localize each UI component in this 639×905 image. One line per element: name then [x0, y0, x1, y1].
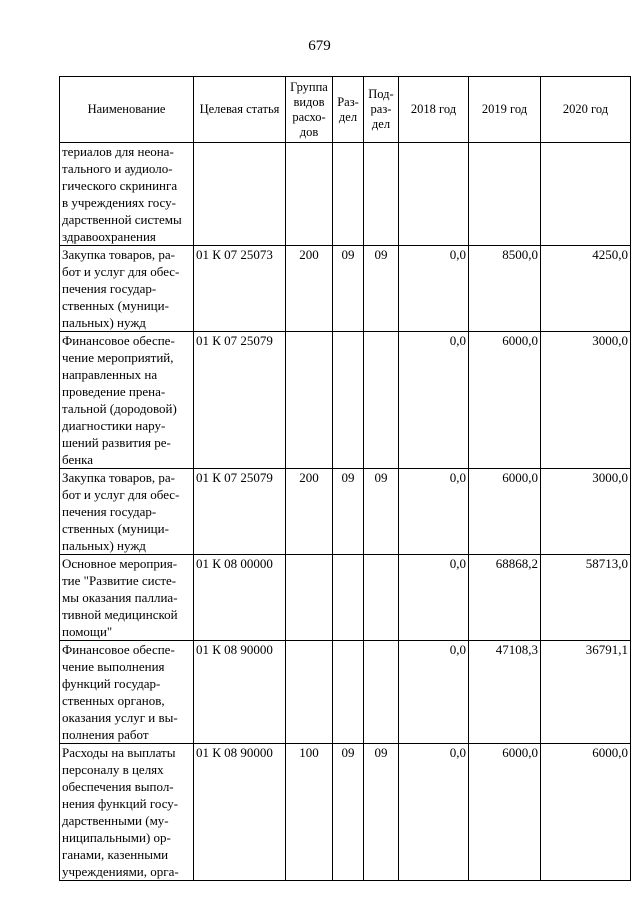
cell-2020: 3000,0: [541, 469, 631, 555]
cell-group: 200: [286, 469, 333, 555]
header-subsection: Под-раз-дел: [364, 77, 399, 143]
header-article: Целевая статья: [194, 77, 286, 143]
cell-group: [286, 555, 333, 641]
cell-group: 200: [286, 246, 333, 332]
page-number: 679: [308, 38, 331, 54]
cell-subsection: [364, 555, 399, 641]
cell-2020: 58713,0: [541, 555, 631, 641]
table-row: [60, 332, 631, 469]
cell-2020: [541, 143, 631, 246]
cell-2018: [399, 143, 469, 246]
cell-2018: 0,0: [399, 555, 469, 641]
cell-group: [286, 143, 333, 246]
header-section: Раз-дел: [333, 77, 364, 143]
table-row: [60, 641, 631, 744]
cell-2018: 0,0: [399, 469, 469, 555]
cell-subsection: [364, 641, 399, 744]
cell-section: [333, 332, 364, 469]
cell-article: 01 К 07 25079: [194, 469, 286, 555]
cell-article: 01 К 07 25079: [194, 332, 286, 469]
header-2018: 2018 год: [399, 77, 469, 143]
header-row: [60, 77, 631, 143]
cell-name: Закупка товаров, ра- бот и услуг для обес- печения государ- ственных (муници- пальных) нужд: [60, 469, 194, 555]
table-row: [60, 246, 631, 332]
cell-name: Финансовое обеспе- чение мероприятий, направленных на проведение прена- тальной (дородовой) диагностики нару- шений развития ре- бенка: [60, 332, 194, 469]
cell-group: [286, 332, 333, 469]
cell-subsection: [364, 332, 399, 469]
cell-subsection: [364, 143, 399, 246]
cell-section: 09: [333, 469, 364, 555]
cell-section: 09: [333, 744, 364, 881]
cell-article: [194, 143, 286, 246]
cell-2019: 6000,0: [469, 744, 541, 881]
cell-2019: [469, 143, 541, 246]
cell-2018: 0,0: [399, 641, 469, 744]
cell-name: Расходы на выплаты персоналу в целях обеспечения выпол- нения функций госу- дарственными (му- ниципальными) ор- ганами, казенными учреждениями, орга-: [60, 744, 194, 881]
cell-2019: 6000,0: [469, 332, 541, 469]
cell-subsection: 09: [364, 469, 399, 555]
cell-2018: 0,0: [399, 246, 469, 332]
cell-2018: 0,0: [399, 744, 469, 881]
cell-article: 01 К 07 25073: [194, 246, 286, 332]
cell-name: Закупка товаров, ра- бот и услуг для обес- печения государ- ственных (муници- пальных) нужд: [60, 246, 194, 332]
cell-2018: 0,0: [399, 332, 469, 469]
cell-section: [333, 143, 364, 246]
cell-section: 09: [333, 246, 364, 332]
cell-group: [286, 641, 333, 744]
table-row: [60, 744, 631, 881]
cell-subsection: 09: [364, 246, 399, 332]
cell-2019: 47108,3: [469, 641, 541, 744]
header-2020: 2020 год: [541, 77, 631, 143]
cell-name: териалов для неона- тального и аудиоло- гического скрининга в учреждениях госу- дарственной системы здравоохранения: [60, 143, 194, 246]
cell-article: 01 К 08 90000: [194, 641, 286, 744]
cell-name: Основное мероприя- тие "Развитие систе- мы оказания паллиа- тивной медицинской помощи": [60, 555, 194, 641]
header-2019: 2019 год: [469, 77, 541, 143]
cell-section: [333, 555, 364, 641]
cell-subsection: 09: [364, 744, 399, 881]
table-row: [60, 469, 631, 555]
cell-group: 100: [286, 744, 333, 881]
cell-article: 01 К 08 90000: [194, 744, 286, 881]
cell-2019: 6000,0: [469, 469, 541, 555]
cell-article: 01 К 08 00000: [194, 555, 286, 641]
cell-name: Финансовое обеспе- чение выполнения функций государ- ственных органов, оказания услуг и вы- полнения работ: [60, 641, 194, 744]
cell-2019: 8500,0: [469, 246, 541, 332]
table-row: [60, 555, 631, 641]
cell-2020: 3000,0: [541, 332, 631, 469]
cell-2019: 68868,2: [469, 555, 541, 641]
cell-section: [333, 641, 364, 744]
cell-2020: 36791,1: [541, 641, 631, 744]
header-group: Группа видов расхо-дов: [286, 77, 333, 143]
table-row: [60, 143, 631, 246]
cell-2020: 4250,0: [541, 246, 631, 332]
cell-2020: 6000,0: [541, 744, 631, 881]
header-name: Наименование: [60, 77, 194, 143]
budget-table: [59, 76, 631, 881]
